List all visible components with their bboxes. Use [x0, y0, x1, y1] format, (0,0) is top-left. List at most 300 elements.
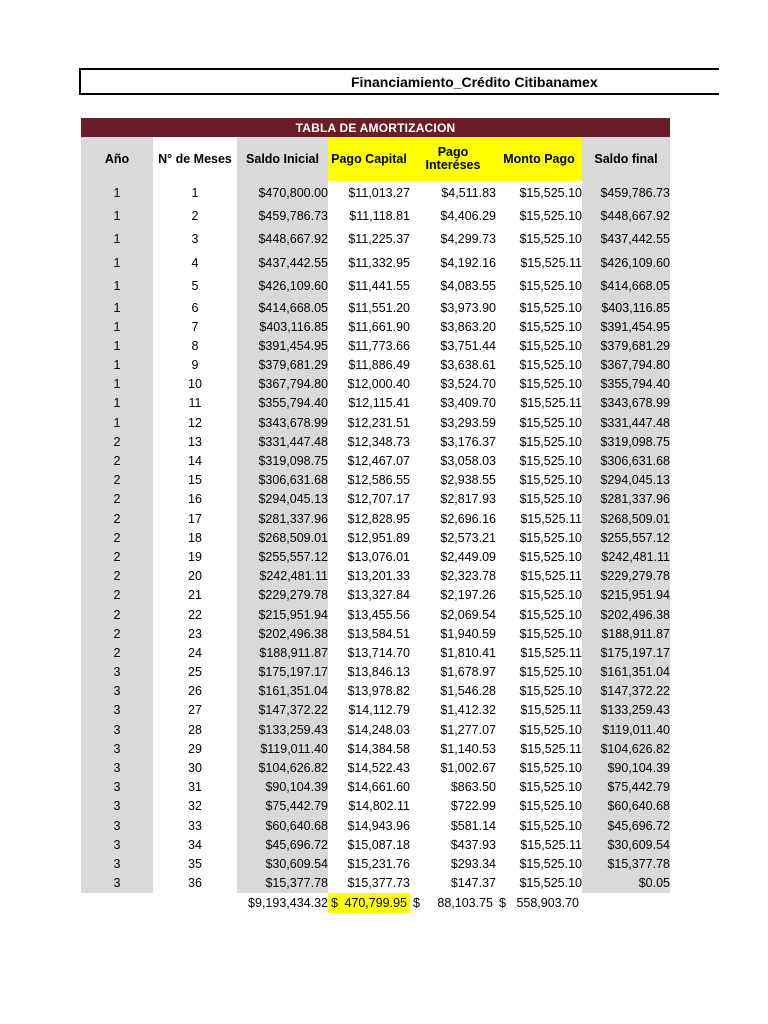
cell-pago-capital: $13,076.01: [328, 547, 410, 566]
cell-meses: 23: [153, 624, 237, 643]
cell-pago-intereses: $3,409.70: [410, 394, 496, 413]
table-row: [81, 854, 670, 873]
cell-saldo-final: $161,351.04: [582, 663, 670, 682]
header-pago-intereses-line2: Interéses: [425, 158, 481, 172]
cell-pago-capital: $11,551.20: [328, 298, 410, 317]
total-saldo-inicial: $9,193,434.32: [237, 893, 328, 913]
cell-anio: 3: [81, 854, 153, 873]
cell-saldo-final: $391,454.95: [582, 317, 670, 336]
cell-pago-intereses: $581.14: [410, 816, 496, 835]
cell-pago-capital: $14,943.96: [328, 816, 410, 835]
cell-meses: 26: [153, 682, 237, 701]
total-monto-pago-symbol: $: [499, 895, 506, 910]
cell-meses: 14: [153, 451, 237, 470]
cell-pago-capital: $11,332.95: [328, 251, 410, 274]
cell-saldo-final: $188,911.87: [582, 624, 670, 643]
cell-saldo-final: $229,279.78: [582, 567, 670, 586]
cell-monto-pago: $15,525.10: [496, 317, 582, 336]
cell-pago-intereses: $2,817.93: [410, 490, 496, 509]
table-body: [81, 181, 670, 893]
table-row: [81, 394, 670, 413]
table-row: [81, 816, 670, 835]
table-row: [81, 228, 670, 251]
cell-pago-intereses: $3,863.20: [410, 317, 496, 336]
cell-meses: 31: [153, 778, 237, 797]
cell-saldo-inicial: $319,098.75: [237, 451, 328, 470]
cell-saldo-inicial: $379,681.29: [237, 356, 328, 375]
cell-monto-pago: $15,525.10: [496, 547, 582, 566]
cell-anio: 3: [81, 758, 153, 777]
cell-saldo-inicial: $367,794.80: [237, 375, 328, 394]
cell-pago-capital: $11,886.49: [328, 356, 410, 375]
cell-saldo-final: $379,681.29: [582, 336, 670, 355]
total-monto-pago: [496, 893, 582, 913]
cell-monto-pago: $15,525.10: [496, 797, 582, 816]
cell-meses: 36: [153, 874, 237, 893]
cell-monto-pago: $15,525.10: [496, 854, 582, 873]
cell-anio: 1: [81, 356, 153, 375]
cell-meses: 12: [153, 413, 237, 432]
cell-pago-intereses: $4,192.16: [410, 251, 496, 274]
cell-monto-pago: $15,525.10: [496, 471, 582, 490]
cell-saldo-final: $414,668.05: [582, 275, 670, 298]
cell-meses: 21: [153, 586, 237, 605]
cell-anio: 2: [81, 643, 153, 662]
cell-meses: 18: [153, 528, 237, 547]
header-saldo-final: Saldo final: [582, 137, 670, 181]
cell-saldo-final: $104,626.82: [582, 739, 670, 758]
cell-monto-pago: $15,525.10: [496, 298, 582, 317]
table-row: [81, 375, 670, 394]
table-row: [81, 317, 670, 336]
cell-monto-pago: $15,525.10: [496, 778, 582, 797]
table-row: [81, 663, 670, 682]
cell-pago-capital: $12,000.40: [328, 375, 410, 394]
cell-pago-intereses: $293.34: [410, 854, 496, 873]
cell-pago-capital: $13,978.82: [328, 682, 410, 701]
cell-saldo-inicial: $60,640.68: [237, 816, 328, 835]
cell-saldo-inicial: $119,011.40: [237, 739, 328, 758]
cell-pago-intereses: $3,638.61: [410, 356, 496, 375]
cell-saldo-inicial: $294,045.13: [237, 490, 328, 509]
cell-saldo-inicial: $391,454.95: [237, 336, 328, 355]
table-row: [81, 874, 670, 893]
cell-pago-intereses: $437.93: [410, 835, 496, 854]
cell-saldo-inicial: $281,337.96: [237, 509, 328, 528]
cell-monto-pago: $15,525.11: [496, 643, 582, 662]
cell-pago-capital: $13,201.33: [328, 567, 410, 586]
cell-meses: 11: [153, 394, 237, 413]
cell-monto-pago: $15,525.10: [496, 720, 582, 739]
cell-saldo-inicial: $15,377.78: [237, 874, 328, 893]
cell-meses: 35: [153, 854, 237, 873]
cell-pago-intereses: $1,940.59: [410, 624, 496, 643]
cell-anio: 2: [81, 547, 153, 566]
cell-monto-pago: $15,525.10: [496, 181, 582, 204]
cell-monto-pago: $15,525.10: [496, 413, 582, 432]
cell-saldo-final: $268,509.01: [582, 509, 670, 528]
cell-monto-pago: $15,525.11: [496, 509, 582, 528]
cell-anio: 2: [81, 471, 153, 490]
cell-anio: 2: [81, 586, 153, 605]
cell-pago-intereses: $3,524.70: [410, 375, 496, 394]
cell-meses: 2: [153, 204, 237, 227]
cell-monto-pago: $15,525.10: [496, 682, 582, 701]
cell-pago-intereses: $722.99: [410, 797, 496, 816]
cell-anio: 2: [81, 528, 153, 547]
cell-anio: 1: [81, 251, 153, 274]
cell-meses: 9: [153, 356, 237, 375]
table-row: [81, 490, 670, 509]
cell-monto-pago: $15,525.10: [496, 605, 582, 624]
cell-monto-pago: $15,525.10: [496, 758, 582, 777]
cell-pago-capital: $14,802.11: [328, 797, 410, 816]
table-row: [81, 432, 670, 451]
cell-pago-intereses: $3,058.03: [410, 451, 496, 470]
cell-meses: 28: [153, 720, 237, 739]
cell-monto-pago: $15,525.11: [496, 739, 582, 758]
cell-saldo-final: $30,609.54: [582, 835, 670, 854]
cell-pago-capital: $14,384.58: [328, 739, 410, 758]
table-row: [81, 682, 670, 701]
table-row: [81, 586, 670, 605]
cell-meses: 15: [153, 471, 237, 490]
cell-pago-intereses: $863.50: [410, 778, 496, 797]
cell-meses: 4: [153, 251, 237, 274]
cell-pago-intereses: $2,573.21: [410, 528, 496, 547]
cell-pago-capital: $13,584.51: [328, 624, 410, 643]
cell-saldo-inicial: $255,557.12: [237, 547, 328, 566]
cell-anio: 1: [81, 413, 153, 432]
cell-pago-intereses: $2,449.09: [410, 547, 496, 566]
cell-anio: 1: [81, 204, 153, 227]
cell-pago-capital: $11,661.90: [328, 317, 410, 336]
cell-monto-pago: $15,525.10: [496, 816, 582, 835]
table-row: [81, 835, 670, 854]
cell-monto-pago: $15,525.10: [496, 228, 582, 251]
cell-anio: 3: [81, 797, 153, 816]
cell-monto-pago: $15,525.10: [496, 874, 582, 893]
cell-pago-capital: $12,115.41: [328, 394, 410, 413]
cell-pago-intereses: $1,277.07: [410, 720, 496, 739]
cell-saldo-inicial: $188,911.87: [237, 643, 328, 662]
table-row: [81, 797, 670, 816]
cell-pago-intereses: $3,751.44: [410, 336, 496, 355]
table-row: [81, 509, 670, 528]
cell-pago-intereses: $2,323.78: [410, 567, 496, 586]
cell-pago-capital: $12,586.55: [328, 471, 410, 490]
cell-pago-intereses: $1,546.28: [410, 682, 496, 701]
cell-pago-intereses: $2,069.54: [410, 605, 496, 624]
cell-saldo-final: $306,631.68: [582, 451, 670, 470]
cell-meses: 1: [153, 181, 237, 204]
cell-pago-intereses: $1,678.97: [410, 663, 496, 682]
table-row: [81, 451, 670, 470]
table-row: [81, 336, 670, 355]
cell-saldo-final: $75,442.79: [582, 778, 670, 797]
cell-monto-pago: $15,525.10: [496, 624, 582, 643]
table-row: [81, 720, 670, 739]
cell-pago-capital: $14,112.79: [328, 701, 410, 720]
cell-pago-capital: $11,225.37: [328, 228, 410, 251]
cell-monto-pago: $15,525.11: [496, 701, 582, 720]
cell-anio: 2: [81, 605, 153, 624]
cell-saldo-final: $367,794.80: [582, 356, 670, 375]
table-row: [81, 298, 670, 317]
header-pago-capital: Pago Capital: [328, 137, 410, 181]
table-row: [81, 413, 670, 432]
table-row: [81, 528, 670, 547]
cell-monto-pago: $15,525.10: [496, 275, 582, 298]
cell-anio: 1: [81, 375, 153, 394]
cell-pago-capital: $12,231.51: [328, 413, 410, 432]
cell-anio: 2: [81, 509, 153, 528]
cell-saldo-final: $147,372.22: [582, 682, 670, 701]
table-row: [81, 204, 670, 227]
cell-pago-intereses: $1,810.41: [410, 643, 496, 662]
cell-saldo-inicial: $45,696.72: [237, 835, 328, 854]
cell-saldo-inicial: $459,786.73: [237, 204, 328, 227]
total-empty-2: [153, 893, 237, 913]
cell-anio: 3: [81, 720, 153, 739]
cell-pago-capital: $14,248.03: [328, 720, 410, 739]
cell-anio: 1: [81, 317, 153, 336]
cell-saldo-final: $215,951.94: [582, 586, 670, 605]
table-row: [81, 251, 670, 274]
cell-pago-intereses: $147.37: [410, 874, 496, 893]
cell-pago-capital: $11,118.81: [328, 204, 410, 227]
cell-saldo-inicial: $161,351.04: [237, 682, 328, 701]
cell-saldo-inicial: $426,109.60: [237, 275, 328, 298]
table-row: [81, 547, 670, 566]
cell-anio: 1: [81, 228, 153, 251]
cell-anio: 3: [81, 739, 153, 758]
cell-saldo-inicial: $215,951.94: [237, 605, 328, 624]
cell-pago-capital: $13,846.13: [328, 663, 410, 682]
total-pago-intereses: [410, 893, 496, 913]
table-row: [81, 643, 670, 662]
cell-meses: 16: [153, 490, 237, 509]
cell-saldo-inicial: $268,509.01: [237, 528, 328, 547]
header-pago-intereses: [410, 137, 496, 181]
cell-saldo-inicial: $306,631.68: [237, 471, 328, 490]
cell-anio: 3: [81, 816, 153, 835]
cell-meses: 6: [153, 298, 237, 317]
header-anio: Año: [81, 137, 153, 181]
cell-pago-intereses: $2,696.16: [410, 509, 496, 528]
cell-saldo-final: $133,259.43: [582, 701, 670, 720]
document-title: Financiamiento_Crédito Citibanamex: [351, 74, 598, 90]
cell-anio: 3: [81, 835, 153, 854]
cell-monto-pago: $15,525.11: [496, 835, 582, 854]
cell-meses: 5: [153, 275, 237, 298]
cell-saldo-final: $45,696.72: [582, 816, 670, 835]
cell-saldo-final: $90,104.39: [582, 758, 670, 777]
cell-pago-capital: $11,013.27: [328, 181, 410, 204]
cell-saldo-final: $294,045.13: [582, 471, 670, 490]
cell-anio: 3: [81, 682, 153, 701]
header-saldo-inicial: Saldo Inicial: [237, 137, 328, 181]
cell-meses: 19: [153, 547, 237, 566]
cell-anio: 2: [81, 490, 153, 509]
cell-saldo-inicial: $355,794.40: [237, 394, 328, 413]
cell-meses: 10: [153, 375, 237, 394]
cell-saldo-inicial: $133,259.43: [237, 720, 328, 739]
cell-pago-intereses: $1,140.53: [410, 739, 496, 758]
cell-meses: 17: [153, 509, 237, 528]
cell-anio: 2: [81, 624, 153, 643]
cell-monto-pago: $15,525.10: [496, 375, 582, 394]
table-row: [81, 758, 670, 777]
cell-pago-intereses: $4,511.83: [410, 181, 496, 204]
cell-saldo-final: $281,337.96: [582, 490, 670, 509]
cell-pago-intereses: $2,197.26: [410, 586, 496, 605]
cell-pago-capital: $13,714.70: [328, 643, 410, 662]
cell-pago-capital: $14,522.43: [328, 758, 410, 777]
cell-pago-capital: $13,455.56: [328, 605, 410, 624]
cell-anio: 3: [81, 874, 153, 893]
cell-saldo-final: $459,786.73: [582, 181, 670, 204]
cell-saldo-inicial: $75,442.79: [237, 797, 328, 816]
cell-saldo-final: $255,557.12: [582, 528, 670, 547]
cell-pago-capital: $12,828.95: [328, 509, 410, 528]
cell-pago-capital: $15,231.76: [328, 854, 410, 873]
cell-meses: 32: [153, 797, 237, 816]
cell-saldo-final: $242,481.11: [582, 547, 670, 566]
cell-monto-pago: $15,525.10: [496, 663, 582, 682]
cell-saldo-inicial: $403,116.85: [237, 317, 328, 336]
cell-meses: 22: [153, 605, 237, 624]
cell-monto-pago: $15,525.10: [496, 528, 582, 547]
cell-saldo-inicial: $414,668.05: [237, 298, 328, 317]
cell-pago-intereses: $1,412.32: [410, 701, 496, 720]
table-row: [81, 567, 670, 586]
cell-saldo-final: $343,678.99: [582, 394, 670, 413]
cell-meses: 30: [153, 758, 237, 777]
cell-pago-intereses: $4,299.73: [410, 228, 496, 251]
cell-saldo-final: $437,442.55: [582, 228, 670, 251]
cell-saldo-inicial: $343,678.99: [237, 413, 328, 432]
cell-pago-capital: $12,707.17: [328, 490, 410, 509]
cell-pago-intereses: $4,083.55: [410, 275, 496, 298]
cell-saldo-inicial: $448,667.92: [237, 228, 328, 251]
cell-anio: 1: [81, 275, 153, 298]
total-pago-capital: [328, 893, 410, 913]
cell-saldo-inicial: $470,800.00: [237, 181, 328, 204]
cell-monto-pago: $15,525.10: [496, 336, 582, 355]
cell-monto-pago: $15,525.10: [496, 586, 582, 605]
cell-anio: 1: [81, 336, 153, 355]
cell-meses: 7: [153, 317, 237, 336]
cell-saldo-final: $119,011.40: [582, 720, 670, 739]
table-row: [81, 739, 670, 758]
total-empty-1: [81, 893, 153, 913]
cell-anio: 1: [81, 298, 153, 317]
cell-pago-capital: $15,087.18: [328, 835, 410, 854]
cell-saldo-inicial: $331,447.48: [237, 432, 328, 451]
table-title-banner: TABLA DE AMORTIZACION: [81, 118, 670, 137]
cell-saldo-final: $355,794.40: [582, 375, 670, 394]
cell-pago-capital: $11,441.55: [328, 275, 410, 298]
total-monto-pago-value: 558,903.70: [516, 895, 579, 910]
cell-saldo-final: $319,098.75: [582, 432, 670, 451]
cell-saldo-final: $15,377.78: [582, 854, 670, 873]
cell-monto-pago: $15,525.10: [496, 356, 582, 375]
cell-monto-pago: $15,525.10: [496, 204, 582, 227]
total-pago-intereses-symbol: $: [413, 895, 420, 910]
cell-meses: 34: [153, 835, 237, 854]
total-pago-intereses-value: 88,103.75: [437, 895, 493, 910]
cell-saldo-final: $403,116.85: [582, 298, 670, 317]
cell-monto-pago: $15,525.10: [496, 432, 582, 451]
cell-saldo-inicial: $90,104.39: [237, 778, 328, 797]
cell-pago-intereses: $3,293.59: [410, 413, 496, 432]
cell-meses: 24: [153, 643, 237, 662]
cell-meses: 27: [153, 701, 237, 720]
cell-saldo-inicial: $437,442.55: [237, 251, 328, 274]
table-row: [81, 624, 670, 643]
cell-saldo-final: $175,197.17: [582, 643, 670, 662]
cell-meses: 13: [153, 432, 237, 451]
cell-meses: 20: [153, 567, 237, 586]
cell-saldo-final: $448,667.92: [582, 204, 670, 227]
cell-monto-pago: $15,525.10: [496, 490, 582, 509]
cell-meses: 29: [153, 739, 237, 758]
cell-saldo-final: $0.05: [582, 874, 670, 893]
cell-saldo-final: $202,496.38: [582, 605, 670, 624]
cell-monto-pago: $15,525.10: [496, 451, 582, 470]
cell-anio: 2: [81, 451, 153, 470]
cell-meses: 3: [153, 228, 237, 251]
cell-saldo-inicial: $147,372.22: [237, 701, 328, 720]
cell-saldo-inicial: $229,279.78: [237, 586, 328, 605]
cell-anio: 3: [81, 663, 153, 682]
table-row: [81, 275, 670, 298]
cell-pago-intereses: $3,176.37: [410, 432, 496, 451]
cell-saldo-inicial: $30,609.54: [237, 854, 328, 873]
cell-pago-capital: $15,377.73: [328, 874, 410, 893]
cell-pago-capital: $12,951.89: [328, 528, 410, 547]
total-pago-capital-value: 470,799.95: [344, 895, 407, 910]
cell-saldo-inicial: $175,197.17: [237, 663, 328, 682]
cell-pago-intereses: $1,002.67: [410, 758, 496, 777]
cell-anio: 2: [81, 567, 153, 586]
table-row: [81, 181, 670, 204]
cell-monto-pago: $15,525.11: [496, 394, 582, 413]
cell-pago-capital: $12,467.07: [328, 451, 410, 470]
cell-meses: 8: [153, 336, 237, 355]
cell-monto-pago: $15,525.11: [496, 251, 582, 274]
cell-anio: 2: [81, 432, 153, 451]
cell-pago-intereses: $3,973.90: [410, 298, 496, 317]
cell-saldo-final: $426,109.60: [582, 251, 670, 274]
header-pago-intereses-line1: Pago: [437, 145, 469, 159]
table-row: [81, 605, 670, 624]
cell-saldo-inicial: $202,496.38: [237, 624, 328, 643]
cell-anio: 1: [81, 181, 153, 204]
total-empty-3: [582, 893, 670, 913]
header-meses: N° de Meses: [153, 137, 237, 181]
cell-pago-capital: $11,773.66: [328, 336, 410, 355]
cell-saldo-final: $60,640.68: [582, 797, 670, 816]
cell-saldo-final: $331,447.48: [582, 413, 670, 432]
table-row: [81, 701, 670, 720]
header-monto-pago: Monto Pago: [496, 137, 582, 181]
cell-pago-capital: $13,327.84: [328, 586, 410, 605]
cell-anio: 3: [81, 701, 153, 720]
table-row: [81, 778, 670, 797]
table-row: [81, 356, 670, 375]
